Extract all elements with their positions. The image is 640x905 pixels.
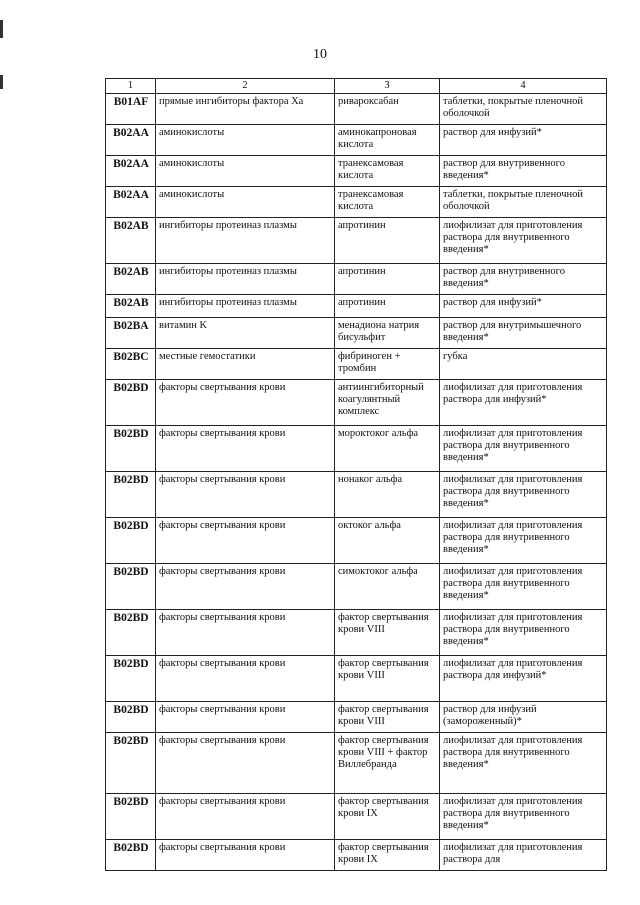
form-cell: лиофилизат для приготовления раствора для внутривенного введения* xyxy=(440,610,607,656)
name-cell: симоктоког альфа xyxy=(335,564,440,610)
table-row xyxy=(106,295,607,318)
code-cell: B02AB xyxy=(106,218,156,264)
group-cell: факторы свертывания крови xyxy=(156,426,335,472)
group-cell: факторы свертывания крови xyxy=(156,656,335,702)
code-cell: B02AA xyxy=(106,187,156,218)
name-cell: мороктоког альфа xyxy=(335,426,440,472)
code-cell: B02BD xyxy=(106,733,156,794)
name-cell: фактор свертывания крови VIII xyxy=(335,656,440,702)
group-cell: прямые ингибиторы фактора Xa xyxy=(156,94,335,125)
table-row xyxy=(106,426,607,472)
group-cell: аминокислоты xyxy=(156,156,335,187)
code-cell: B02BD xyxy=(106,426,156,472)
name-cell: октоког альфа xyxy=(335,518,440,564)
form-cell: раствор для инфузий* xyxy=(440,295,607,318)
form-cell: лиофилизат для приготовления раствора для внутривенного введения* xyxy=(440,794,607,840)
form-cell: лиофилизат для приготовления раствора для инфузий* xyxy=(440,656,607,702)
page-number: 10 xyxy=(313,47,327,62)
code-cell: B01AF xyxy=(106,94,156,125)
table-row xyxy=(106,349,607,380)
code-cell: B02AA xyxy=(106,125,156,156)
name-cell: апротинин xyxy=(335,218,440,264)
column-header: 1 xyxy=(106,79,156,94)
table-row xyxy=(106,125,607,156)
group-cell: местные гемостатики xyxy=(156,349,335,380)
form-cell: лиофилизат для приготовления раствора для инфузий* xyxy=(440,380,607,426)
code-cell: B02BD xyxy=(106,564,156,610)
name-cell: фибриноген + тромбин xyxy=(335,349,440,380)
group-cell: ингибиторы протеиназ плазмы xyxy=(156,295,335,318)
code-cell: B02BD xyxy=(106,380,156,426)
group-cell: факторы свертывания крови xyxy=(156,472,335,518)
table-row xyxy=(106,518,607,564)
code-cell: B02BD xyxy=(106,656,156,702)
name-cell: транексамовая кислота xyxy=(335,187,440,218)
form-cell: лиофилизат для приготовления раствора для внутривенного введения* xyxy=(440,472,607,518)
form-cell: раствор для инфузий (замороженный)* xyxy=(440,702,607,733)
name-cell: фактор свертывания крови VIII + фактор Виллебранда xyxy=(335,733,440,794)
code-cell: B02AA xyxy=(106,156,156,187)
group-cell: ингибиторы протеиназ плазмы xyxy=(156,218,335,264)
group-cell: факторы свертывания крови xyxy=(156,380,335,426)
group-cell: факторы свертывания крови xyxy=(156,794,335,840)
group-cell: аминокислоты xyxy=(156,125,335,156)
form-cell: таблетки, покрытые пленочной оболочкой xyxy=(440,187,607,218)
code-cell: B02BD xyxy=(106,702,156,733)
code-cell: B02BD xyxy=(106,472,156,518)
form-cell: раствор для внутривенного введения* xyxy=(440,156,607,187)
table-row xyxy=(106,794,607,840)
scan-edge-mark xyxy=(0,20,3,38)
name-cell: антиингибиторный коагулянтный комплекс xyxy=(335,380,440,426)
table-row xyxy=(106,656,607,702)
table-header-row xyxy=(106,79,607,94)
group-cell: факторы свертывания крови xyxy=(156,840,335,871)
form-cell: раствор для внутримышечного введения* xyxy=(440,318,607,349)
column-header: 4 xyxy=(440,79,607,94)
table-row xyxy=(106,702,607,733)
code-cell: B02AB xyxy=(106,264,156,295)
name-cell: фактор свертывания крови IX xyxy=(335,840,440,871)
name-cell: апротинин xyxy=(335,264,440,295)
table-row xyxy=(106,94,607,125)
form-cell: лиофилизат для приготовления раствора для внутривенного введения* xyxy=(440,564,607,610)
table-row xyxy=(106,380,607,426)
name-cell: нонаког альфа xyxy=(335,472,440,518)
group-cell: ингибиторы протеиназ плазмы xyxy=(156,264,335,295)
table-row xyxy=(106,187,607,218)
code-cell: B02BA xyxy=(106,318,156,349)
code-cell: B02AB xyxy=(106,295,156,318)
group-cell: аминокислоты xyxy=(156,187,335,218)
column-header: 2 xyxy=(156,79,335,94)
name-cell: транексамовая кислота xyxy=(335,156,440,187)
name-cell: фактор свертывания крови IX xyxy=(335,794,440,840)
table-row xyxy=(106,218,607,264)
table-row xyxy=(106,156,607,187)
drug-table xyxy=(105,78,607,871)
form-cell: раствор для инфузий* xyxy=(440,125,607,156)
table-row xyxy=(106,610,607,656)
form-cell: лиофилизат для приготовления раствора для xyxy=(440,840,607,871)
code-cell: B02BD xyxy=(106,610,156,656)
form-cell: таблетки, покрытые пленочной оболочкой xyxy=(440,94,607,125)
form-cell: лиофилизат для приготовления раствора для внутривенного введения* xyxy=(440,426,607,472)
form-cell: раствор для внутривенного введения* xyxy=(440,264,607,295)
table-row xyxy=(106,472,607,518)
table-row xyxy=(106,318,607,349)
name-cell: менадиона натрия бисульфит xyxy=(335,318,440,349)
group-cell: факторы свертывания крови xyxy=(156,702,335,733)
form-cell: губка xyxy=(440,349,607,380)
group-cell: факторы свертывания крови xyxy=(156,518,335,564)
group-cell: факторы свертывания крови xyxy=(156,564,335,610)
table-body xyxy=(106,94,607,871)
table-row xyxy=(106,733,607,794)
table-row xyxy=(106,564,607,610)
group-cell: витамин K xyxy=(156,318,335,349)
form-cell: лиофилизат для приготовления раствора для внутривенного введения* xyxy=(440,218,607,264)
column-header: 3 xyxy=(335,79,440,94)
name-cell: аминокапроновая кислота xyxy=(335,125,440,156)
form-cell: лиофилизат для приготовления раствора для внутривенного введения* xyxy=(440,518,607,564)
form-cell: лиофилизат для приготовления раствора для внутривенного введения* xyxy=(440,733,607,794)
name-cell: апротинин xyxy=(335,295,440,318)
code-cell: B02BC xyxy=(106,349,156,380)
scan-edge-mark xyxy=(0,75,3,89)
name-cell: фактор свертывания крови VIII xyxy=(335,610,440,656)
code-cell: B02BD xyxy=(106,794,156,840)
code-cell: B02BD xyxy=(106,840,156,871)
code-cell: B02BD xyxy=(106,518,156,564)
table-row xyxy=(106,840,607,871)
name-cell: фактор свертывания крови VIII xyxy=(335,702,440,733)
name-cell: ривароксабан xyxy=(335,94,440,125)
group-cell: факторы свертывания крови xyxy=(156,733,335,794)
table-row xyxy=(106,264,607,295)
group-cell: факторы свертывания крови xyxy=(156,610,335,656)
